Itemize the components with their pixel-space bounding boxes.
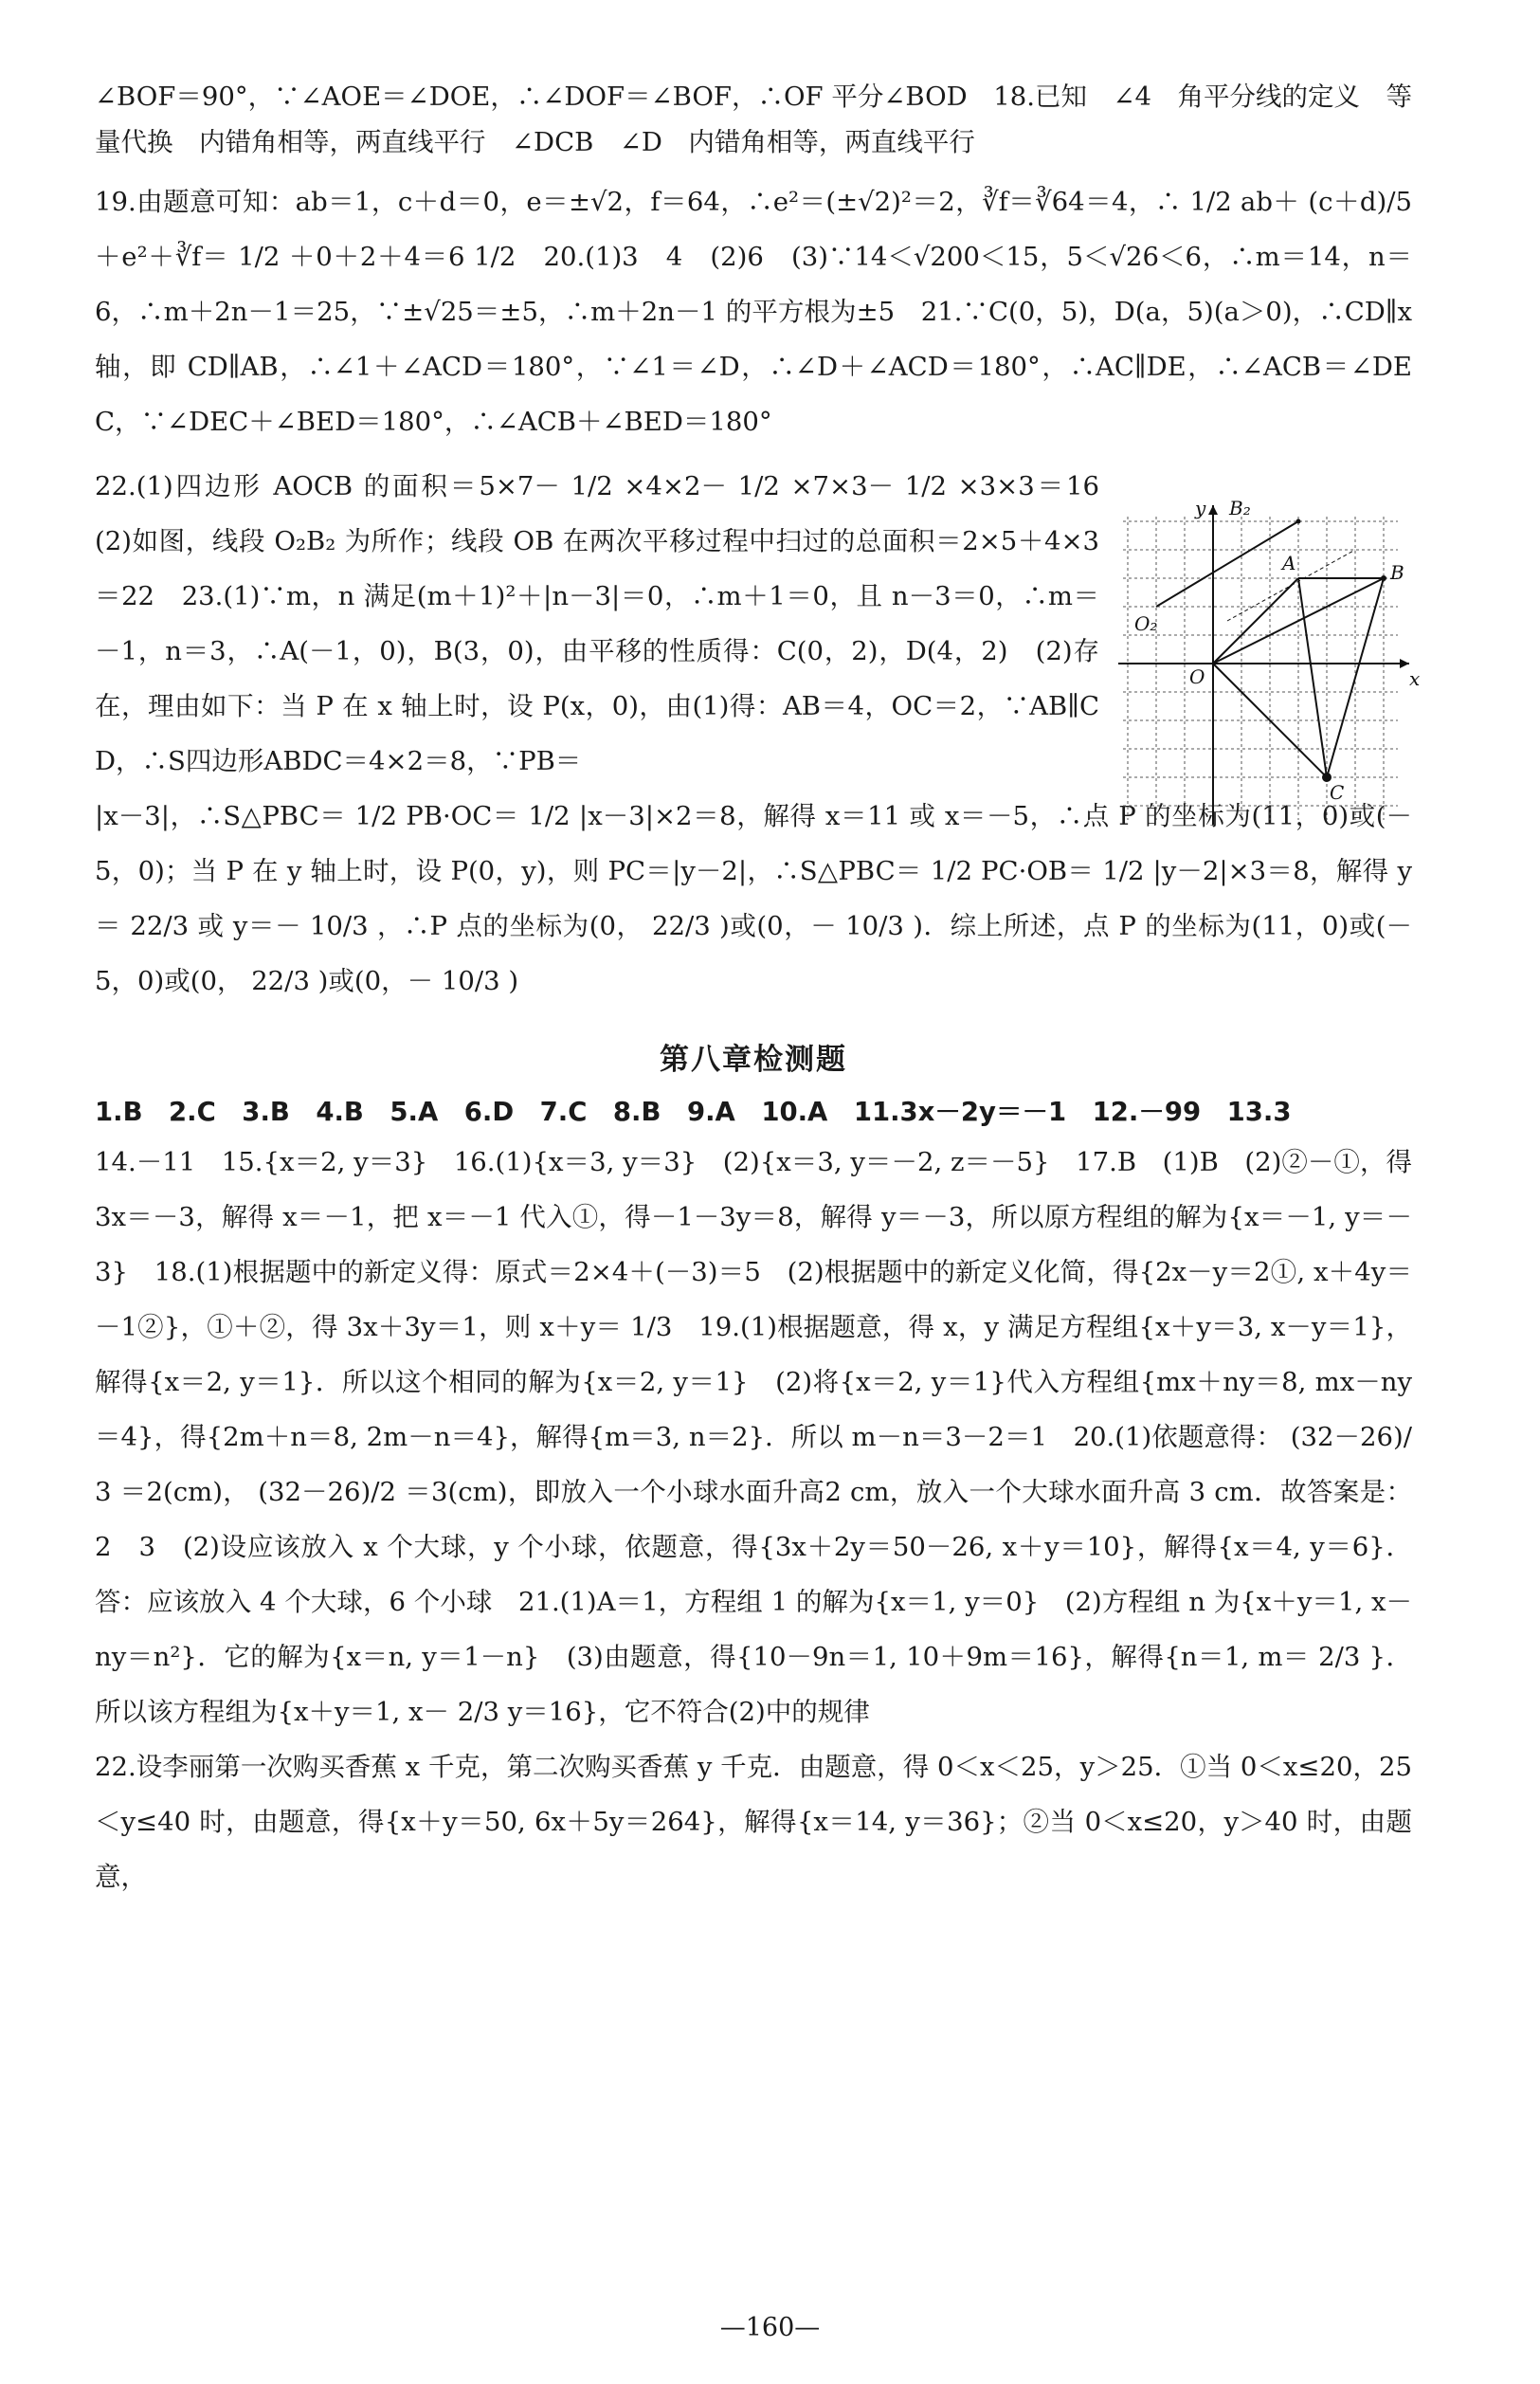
point-b xyxy=(1381,575,1386,581)
answer-22: 22.设李丽第一次购买香蕉 x 千克，第二次购买香蕉 y 千克．由题意，得 0＜x＜25，y＞25．①当 0＜x≤20，25＜y≤40 时，由题意，得{x＋y＝50, 6x＋5y＝264}，解得{x＝14, y＝36}；②当 0＜x≤20，y＞40 时，由题意， xyxy=(95,1752,1412,1892)
grid-figure-svg xyxy=(1114,498,1426,825)
answers-14-21: 14.－11 15.{x＝2, y＝3} 16.(1){x＝3, y＝3} (2){x＝3, y＝－2, z＝－5} 17.B (1)B (2)②－①，得 3x＝－3，解得 x＝－1，把 x＝－1 代入①，得－1－3y＝8，解得 y＝－3，所以原方程组的解为{x＝－1, y＝－3} 18.(1)根据题中的新定义得：原式＝2×4＋(－3)＝5 (2)根据题中的新定义化简，得{2x－y＝2①, x＋4y＝－1②}，①＋②，得 3x＋3y＝1，则 x＋y＝ 1/3 19.(1)根据题意，得 x，y 满足方程组{x＋y＝3, x－y＝1}，解得{x＝2, y＝1}．所以这个相同的解为{x＝2, y＝1} (2)将{x＝2, y＝1}代入方程组{mx＋ny＝8, mx－ny＝4}，得{2m＋n＝8, 2m－n＝4}，解得{m＝3, n＝2}．所以 m－n＝3－2＝1 20.(1)依题意得： (32－26)/3 ＝2(cm)， (32－26)/2 ＝3(cm)，即放入一个小球水面升高2 cm，放入一个大球水面升高 3 cm．故答案是：2 3 (2)设应该放入 x 个大球，y 个小球，依题意，得{3x＋2y＝50－26, x＋y＝10}，解得{x＝4, y＝6}．答：应该放入 4 个大球，6 个小球 21.(1)A＝1，方程组 1 的解为{x＝1, y＝0} (2)方程组 n 为{x＋y＝1, x－ny＝n²}．它的解为{x＝n, y＝1－n} (3)由题意，得{10－9n＝1, 10＋9m＝16}，解得{n＝1, m＝ 2/3 }．所以该方程组为{x＋y＝1, x－ 2/3 y＝16}，它不符合(2)中的规律 xyxy=(95,1147,1412,1727)
point-b2 xyxy=(1296,519,1301,524)
answers-1-13: 1.B 2.C 3.B 4.B 5.A 6.D 7.C 8.B 9.A 10.A 11.3x－2y＝－1 12.－99 13.3 xyxy=(95,1097,1292,1127)
label-b2: B₂ xyxy=(1229,498,1251,519)
label-o2: O₂ xyxy=(1134,612,1158,635)
segment-o-c xyxy=(1213,664,1327,777)
chapter-title: 第八章检测题 xyxy=(660,1043,847,1077)
segment-o-a xyxy=(1213,578,1298,664)
label-o: O xyxy=(1189,665,1205,688)
text-block-q17-18: ∠BOF＝90°，∵∠AOE＝∠DOE，∴∠DOF＝∠BOF，∴OF 平分∠BOD 18.已知 ∠4 角平分线的定义 等量代换 内错角相等，两直线平行 ∠DCB ∠D 内错角相等，两直线平行 xyxy=(95,82,1412,157)
label-b: B xyxy=(1390,561,1404,584)
coordinate-figure xyxy=(1114,498,1426,825)
page-number: —160— xyxy=(719,2313,821,2342)
text-block-q19-21: 19.由题意可知：ab＝1，c＋d＝0，e＝±√2，f＝64，∴e²＝(±√2)²＝2，∛f＝∛64＝4，∴ 1/2 ab＋ (c＋d)/5 ＋e²＋∛f＝ 1/2 ＋0＋2＋4＝6 1/2 20.(1)3 4 (2)6 (3)∵14＜√200＜15，5＜√26＜6，∴m＝14，n＝6，∴m＋2n－1＝25，∵±√25＝±5，∴m＋2n－1 的平方根为±5 21.∵C(0，5)，D(a，5)(a＞0)，∴CD∥x 轴，即 CD∥AB，∴∠1＋∠ACD＝180°，∵∠1＝∠D，∴∠D＋∠ACD＝180°，∴AC∥DE，∴∠ACB＝∠DEC，∵∠DEC＋∠BED＝180°，∴∠ACB＋∠BED＝180° xyxy=(95,187,1412,437)
answer-page xyxy=(95,74,1412,1904)
text-block-q23-cont: |x－3|，∴S△PBC＝ 1/2 PB·OC＝ 1/2 |x－3|×2＝8，解得 x＝11 或 x＝－5，∴点 P 的坐标为(11，0)或(－5，0)；当 P 在 y 轴上时，设 P(0，y)，则 PC＝|y－2|，∴S△PBC＝ 1/2 PC·OB＝ 1/2 |y－2|×3＝8，解得 y＝ 22/3 或 y＝－ 10/3 ，∴P 点的坐标为(0， 22/3 )或(0，－ 10/3 )．综上所述，点 P 的坐标为(11，0)或(－5，0)或(0， 22/3 )或(0，－ 10/3 ) xyxy=(95,801,1412,996)
label-c: C xyxy=(1330,781,1345,804)
label-y: y xyxy=(1195,498,1206,519)
text-block-q22-23: 22.(1)四边形 AOCB 的面积＝5×7－ 1/2 ×4×2－ 1/2 ×7×3－ 1/2 ×3×3＝16 (2)如图，线段 O₂B₂ 为所作；线段 OB 在两次平移过程中扫过的总面积＝2×5＋4×3＝22 23.(1)∵m，n 满足(m＋1)²＋|n－3|＝0，∴m＋1＝0，且 n－3＝0，∴m＝－1，n＝3，∴A(－1，0)，B(3，0)，由平移的性质得：C(0，2)，D(4，2) (2)存在，理由如下：当 P 在 x 轴上时，设 P(x，0)，由(1)得：AB＝4，OC＝2，∵AB∥CD，∴S四边形ABDC＝4×2＝8，∵PB＝ xyxy=(95,471,1126,776)
label-x: x xyxy=(1409,667,1421,690)
label-a: A xyxy=(1282,552,1296,574)
segment-o2-b2 xyxy=(1156,521,1298,607)
